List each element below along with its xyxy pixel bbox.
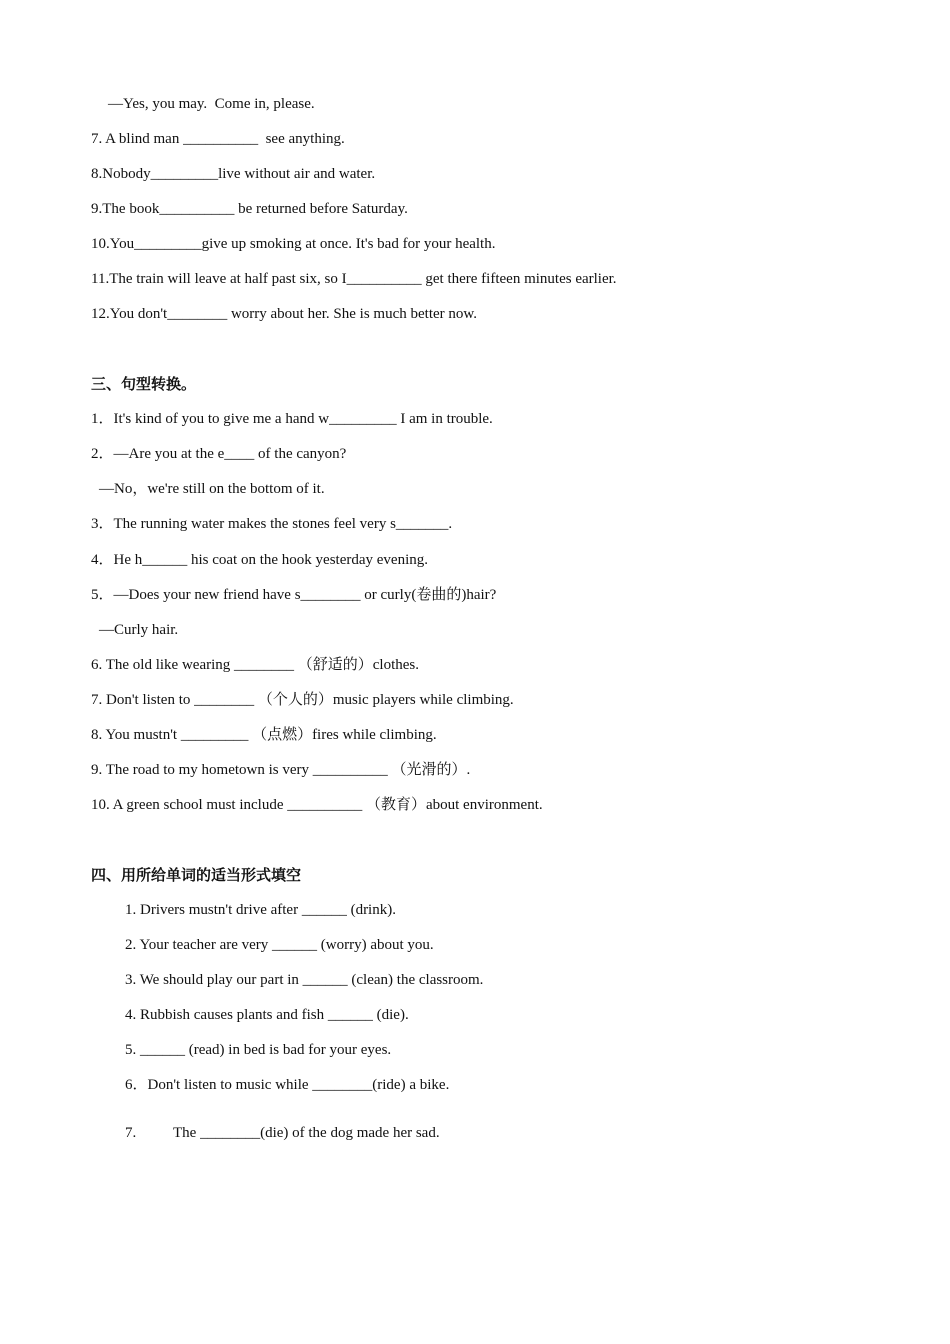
s4-question-3: 3. We should play our part in ______ (clean) the classroom. — [125, 972, 484, 988]
question-8: 8.Nobody_________live without air and water. — [91, 166, 376, 182]
s4-question-4: 4. Rubbish causes plants and fish ______ (die). — [125, 1007, 409, 1023]
s4-question-5: 5. ______ (read) in bed is bad for your eyes. — [125, 1042, 392, 1058]
s3-answer-5: —Curly hair. — [99, 622, 179, 638]
question-12: 12.You don't________ worry about her. She is much better now. — [91, 306, 478, 322]
question-7: 7. A blind man __________ see anything. — [91, 131, 345, 147]
s3-question-2: 2．—Are you at the e____ of the canyon? — [91, 446, 347, 462]
s3-question-3: 3．The running water makes the stones feel very s_______. — [91, 516, 453, 532]
s4-question-6: 6．Don't listen to music while ________(ride) a bike. — [125, 1077, 450, 1093]
s3-question-8: 8. You mustn't _________ （点燃）fires while climbing. — [91, 727, 437, 743]
section-3-heading: 三、句型转换。 — [91, 375, 197, 393]
s3-answer-2: —No，we're still on the bottom of it. — [99, 481, 325, 497]
s3-question-4: 4．He h______ his coat on the hook yesterday evening. — [91, 552, 429, 568]
s3-question-1: 1．It's kind of you to give me a hand w_________ I am in trouble. — [91, 411, 493, 427]
s3-question-9: 9. The road to my hometown is very __________ （光滑的）. — [91, 762, 471, 778]
question-9: 9.The book__________ be returned before Saturday. — [91, 201, 408, 217]
s4-question-7-number: 7. — [125, 1125, 137, 1141]
s4-question-1: 1. Drivers mustn't drive after ______ (drink). — [125, 902, 396, 918]
s3-question-7: 7. Don't listen to ________ （个人的）music players while climbing. — [91, 692, 514, 708]
s3-question-5: 5．—Does your new friend have s________ or curly(卷曲的)hair? — [91, 587, 497, 603]
question-11: 11.The train will leave at half past six, so I__________ get there fifteen minutes earlier. — [91, 271, 617, 287]
question-10: 10.You_________give up smoking at once. It's bad for your health. — [91, 236, 496, 252]
s4-question-2: 2. Your teacher are very ______ (worry) about you. — [125, 937, 434, 953]
s3-question-10: 10. A green school must include __________ （教育）about environment. — [91, 797, 543, 813]
section-4-heading: 四、用所给单词的适当形式填空 — [91, 866, 302, 884]
s4-question-7: The ________(die) of the dog made her sad. — [173, 1125, 440, 1141]
s3-question-6: 6. The old like wearing ________ （舒适的）clothes. — [91, 657, 420, 673]
answer-line: —Yes, you may. Come in, please. — [108, 96, 315, 112]
